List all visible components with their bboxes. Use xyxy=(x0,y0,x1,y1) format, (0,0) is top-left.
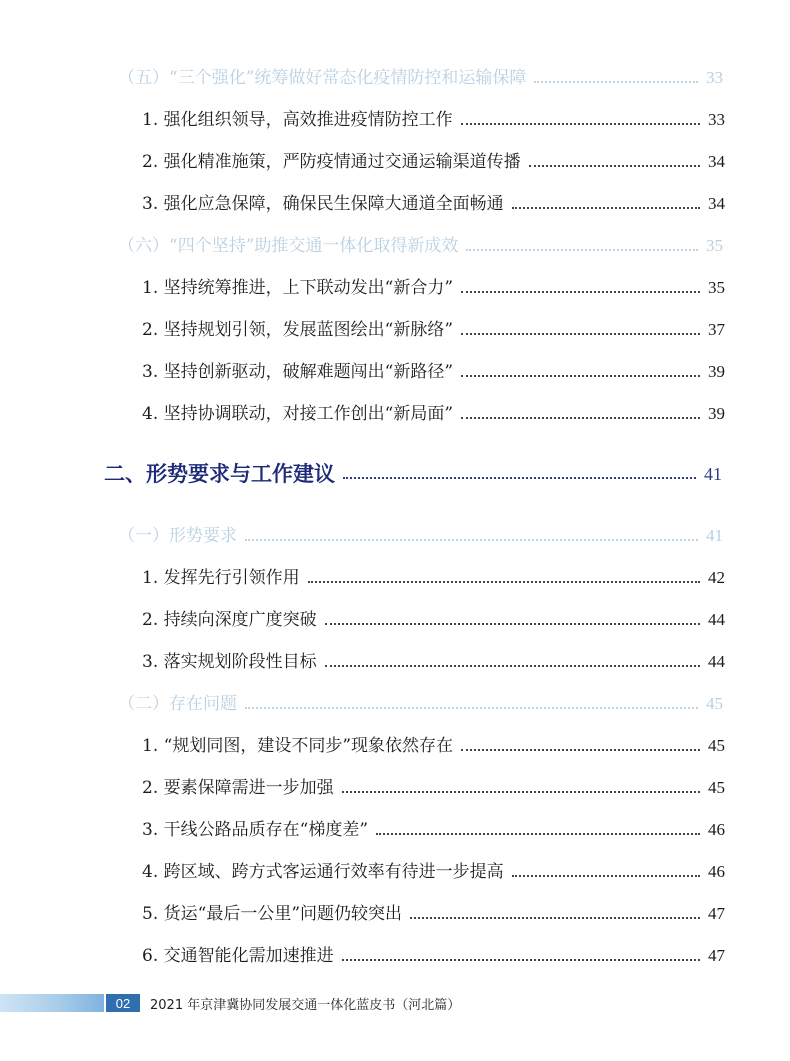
leader-dots xyxy=(461,291,700,293)
toc-page-number: 34 xyxy=(708,194,725,213)
toc-item-title: 4. 坚持协调联动，对接工作创出“新局面” xyxy=(142,404,454,424)
toc-page-number: 44 xyxy=(708,610,725,629)
leader-dots xyxy=(534,81,698,83)
toc-section-title: （一）形势要求 xyxy=(118,526,237,546)
toc-item-title: 6. 交通智能化需加速推进 xyxy=(142,946,334,966)
toc-ch2-section-2[interactable] xyxy=(118,690,723,718)
leader-dots xyxy=(529,165,700,167)
leader-dots xyxy=(342,791,700,793)
toc-section-6[interactable] xyxy=(118,232,723,260)
toc-item-title: 2. 强化精准施策，严防疫情通过交通运输渠道传播 xyxy=(142,152,521,172)
toc-page-number: 37 xyxy=(708,320,725,339)
toc-item-title: 4. 跨区域、跨方式客运通行效率有待进一步提高 xyxy=(142,862,504,882)
leader-dots xyxy=(461,375,700,377)
toc-page-number: 45 xyxy=(706,694,723,713)
leader-dots xyxy=(461,417,700,419)
toc-page-number: 42 xyxy=(708,568,725,587)
leader-dots xyxy=(461,333,700,335)
toc-item[interactable] xyxy=(142,564,725,592)
toc-page-number: 39 xyxy=(708,404,725,423)
toc-item[interactable] xyxy=(142,732,725,760)
toc-item-title: 2. 持续向深度广度突破 xyxy=(142,610,317,630)
leader-dots xyxy=(325,623,700,625)
toc-section-5[interactable] xyxy=(118,64,723,92)
toc-item-title: 3. 落实规划阶段性目标 xyxy=(142,652,317,672)
toc-item-title: 3. 干线公路品质存在“梯度差” xyxy=(142,820,369,840)
leader-dots xyxy=(512,875,700,877)
toc-item-title: 3. 坚持创新驱动，破解难题闯出“新路径” xyxy=(142,362,454,382)
toc-page-number: 46 xyxy=(708,862,725,881)
footer-page-number: 02 xyxy=(106,994,140,1012)
toc-item[interactable] xyxy=(142,358,725,386)
leader-dots xyxy=(308,581,700,583)
leader-dots xyxy=(410,917,700,919)
toc-page-number: 41 xyxy=(706,526,723,545)
toc-item-title: 1. 坚持统筹推进，上下联动发出“新合力” xyxy=(142,278,454,298)
toc-section-title: （二）存在问题 xyxy=(118,694,237,714)
toc-page-number: 39 xyxy=(708,362,725,381)
toc-section-title: （五）“三个强化”统筹做好常态化疫情防控和运输保障 xyxy=(118,68,527,88)
toc-item-title: 2. 要素保障需进一步加强 xyxy=(142,778,334,798)
toc-item-title: 2. 坚持规划引领，发展蓝图绘出“新脉络” xyxy=(142,320,454,340)
leader-dots xyxy=(343,477,696,479)
leader-dots xyxy=(245,707,698,709)
toc-ch2-section-1[interactable] xyxy=(118,522,723,550)
toc-item-title: 1. 强化组织领导，高效推进疫情防控工作 xyxy=(142,110,453,130)
toc-page-number: 33 xyxy=(706,68,723,87)
footer-accent-bar xyxy=(0,994,104,1012)
toc-item[interactable] xyxy=(142,190,725,218)
toc-item[interactable] xyxy=(142,900,725,928)
toc-chapter-2[interactable] xyxy=(104,460,722,488)
page-footer xyxy=(0,989,790,1017)
leader-dots xyxy=(325,665,700,667)
toc-item-title: 5. 货运“最后一公里”问题仍较突出 xyxy=(142,904,403,924)
footer-book-title: 2021 年京津冀协同发展交通一体化蓝皮书（河北篇） xyxy=(150,997,461,1013)
toc-item[interactable] xyxy=(142,816,725,844)
leader-dots xyxy=(376,833,700,835)
toc-item[interactable] xyxy=(142,942,725,970)
toc-page-number: 33 xyxy=(708,110,725,129)
toc-item[interactable] xyxy=(142,858,725,886)
leader-dots xyxy=(461,749,700,751)
toc-page-number: 44 xyxy=(708,652,725,671)
toc-item[interactable] xyxy=(142,648,725,676)
leader-dots xyxy=(342,959,700,961)
toc-item-title: 3. 强化应急保障，确保民生保障大通道全面畅通 xyxy=(142,194,504,214)
toc-page-number: 45 xyxy=(708,736,725,755)
toc-page-number: 45 xyxy=(708,778,725,797)
toc-page-number: 35 xyxy=(706,236,723,255)
toc-section-title: （六）“四个坚持”助推交通一体化取得新成效 xyxy=(118,236,459,256)
toc-item[interactable] xyxy=(142,316,725,344)
toc-item[interactable] xyxy=(142,274,725,302)
toc-page-number: 41 xyxy=(704,464,722,484)
toc-page-number: 35 xyxy=(708,278,725,297)
leader-dots xyxy=(245,539,698,541)
toc-item[interactable] xyxy=(142,106,725,134)
leader-dots xyxy=(461,123,700,125)
toc-item[interactable] xyxy=(142,148,725,176)
toc-item[interactable] xyxy=(142,606,725,634)
leader-dots xyxy=(466,249,698,251)
toc-page-number: 46 xyxy=(708,820,725,839)
toc-item[interactable] xyxy=(142,774,725,802)
toc-page-number: 47 xyxy=(708,946,725,965)
toc-item[interactable] xyxy=(142,400,725,428)
toc-page-number: 47 xyxy=(708,904,725,923)
leader-dots xyxy=(512,207,700,209)
toc-page-number: 34 xyxy=(708,152,725,171)
toc-item-title: 1. “规划同图，建设不同步”现象依然存在 xyxy=(142,736,454,756)
toc-chapter-title: 二、形势要求与工作建议 xyxy=(104,462,335,486)
toc-item-title: 1. 发挥先行引领作用 xyxy=(142,568,300,588)
